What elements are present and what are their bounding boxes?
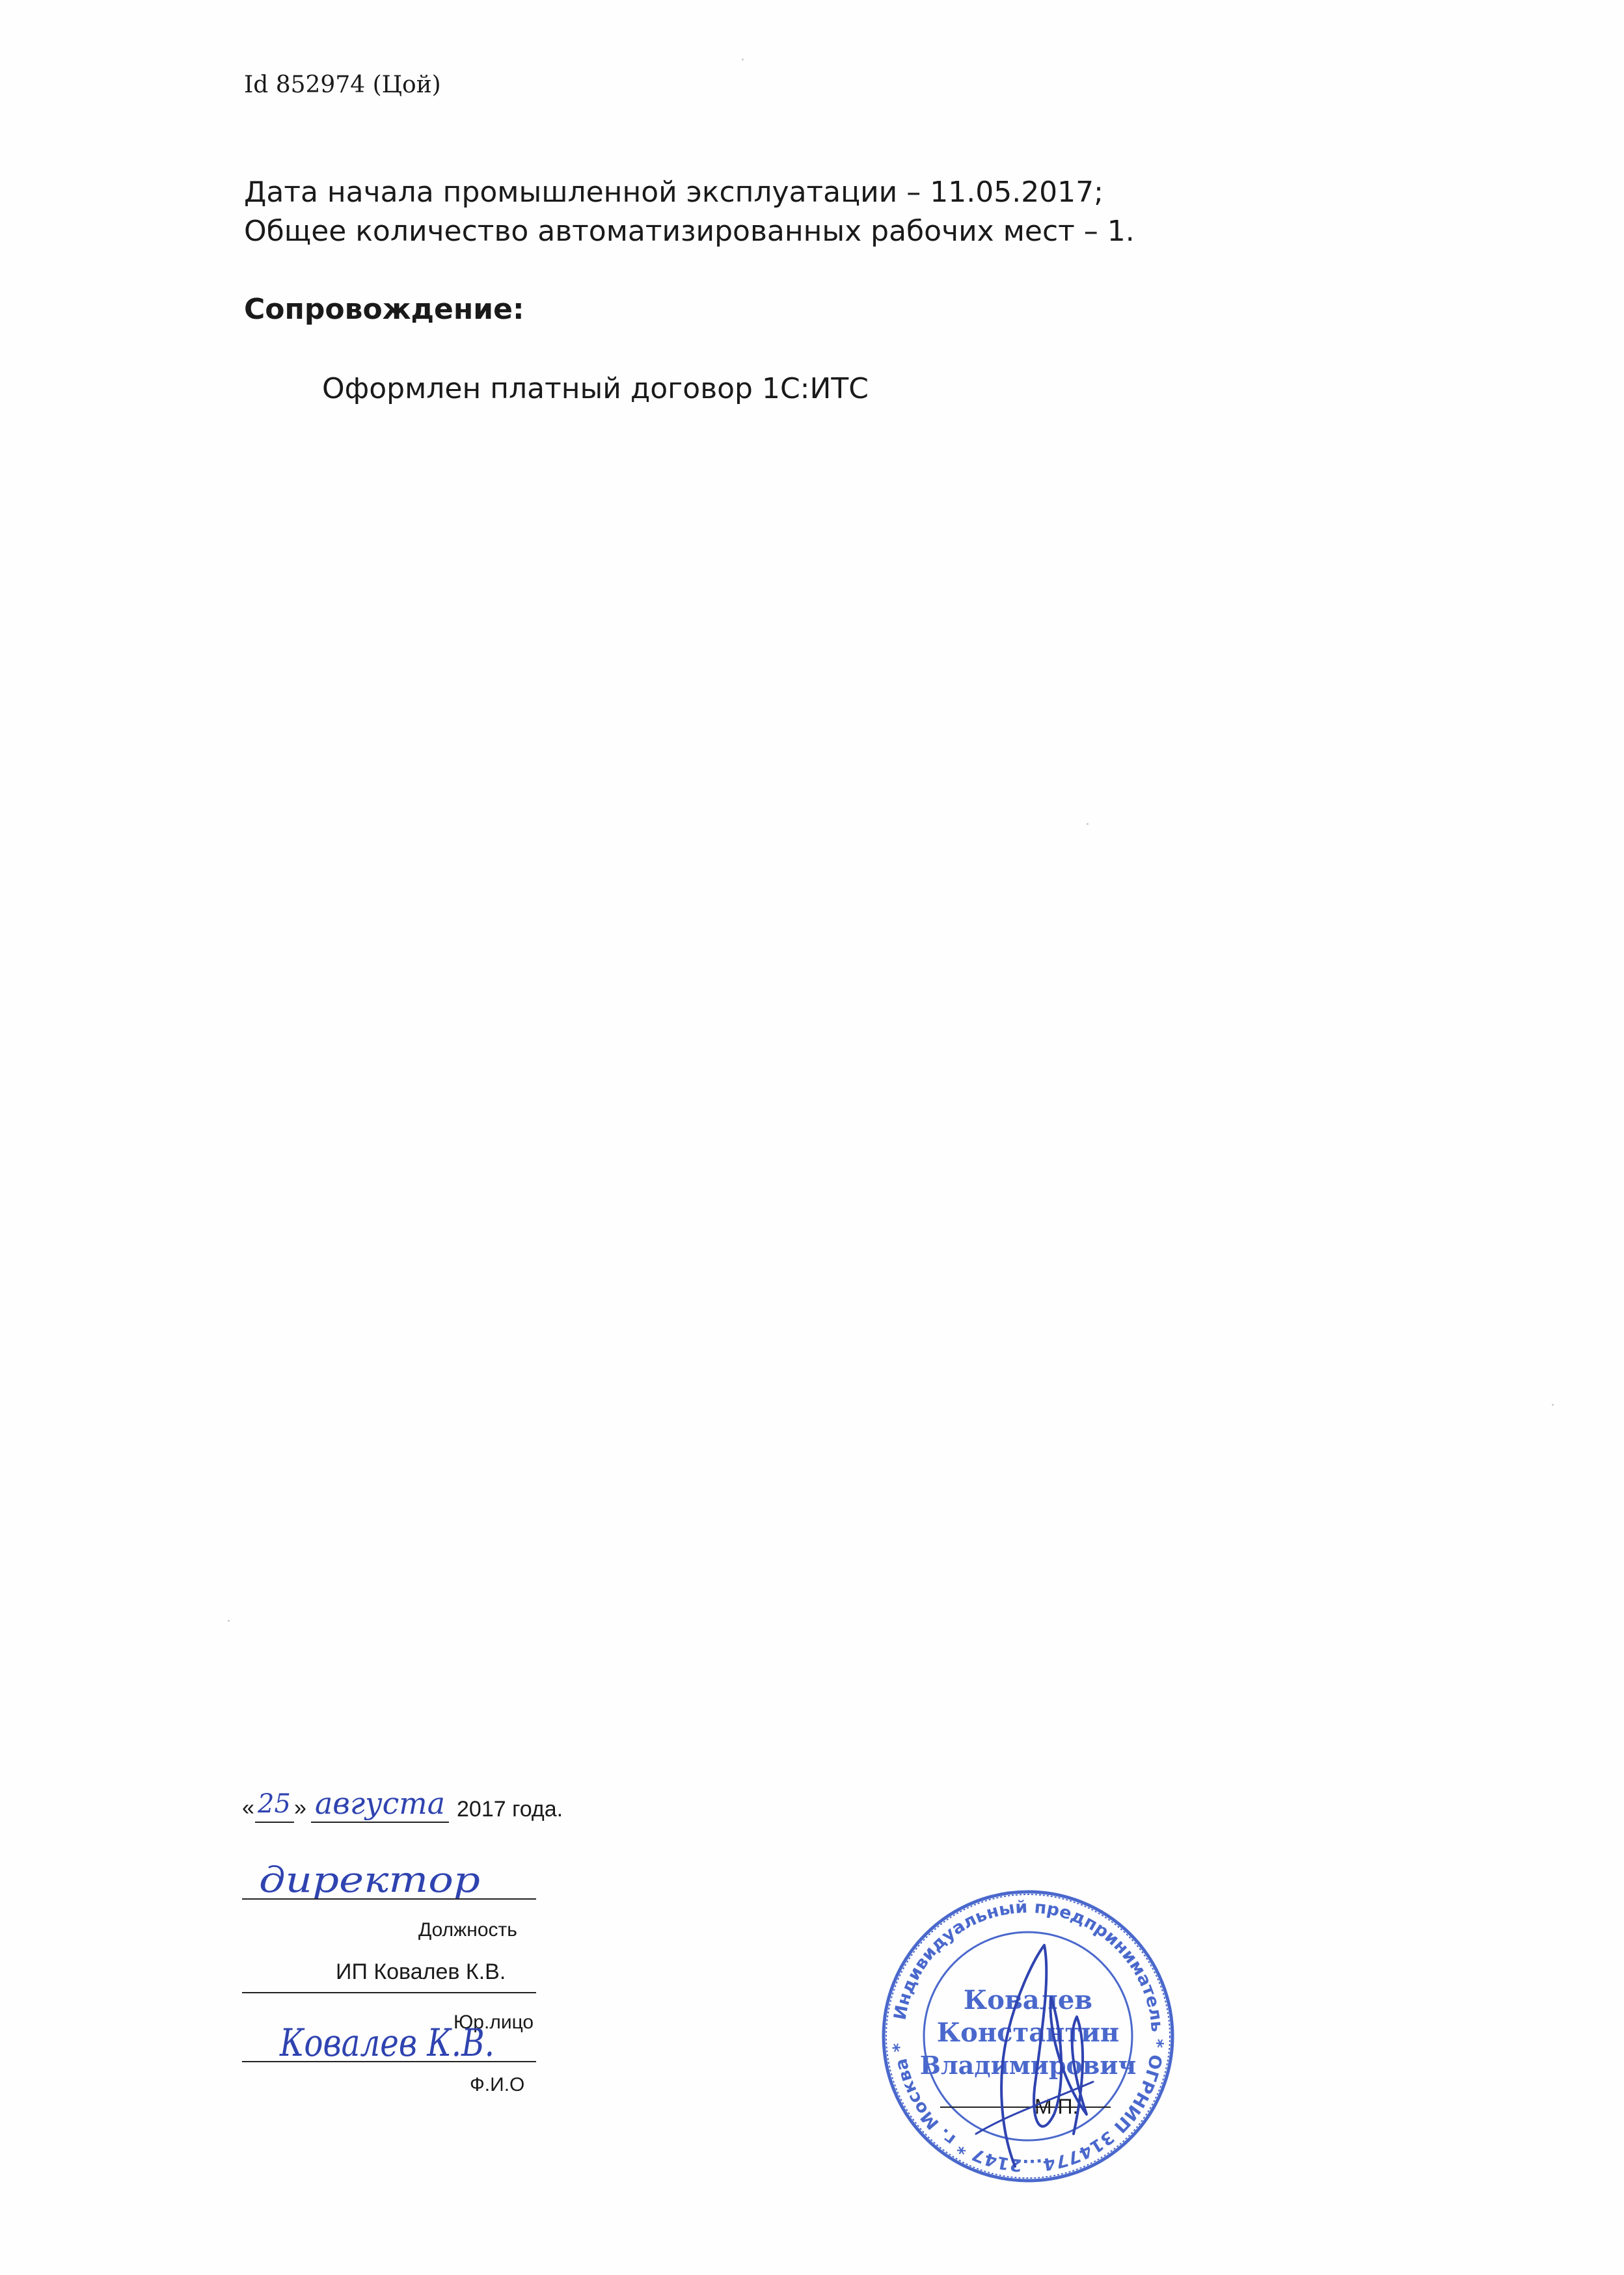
scan-speck [1552, 1404, 1554, 1406]
workstations-count-line: Общее количество автоматизированных рабочих мест – 1. [244, 215, 1135, 248]
svg-text:августа: августа [315, 1786, 445, 1821]
position-caption: Должность [418, 1919, 517, 1941]
handwritten-position [247, 1848, 501, 1906]
handwritten-name [247, 2004, 501, 2069]
scan-speck [1087, 823, 1089, 825]
name-underline [242, 2061, 536, 2062]
entity-underline [242, 1992, 536, 1993]
stamp-name-line2: Константин [936, 2017, 1120, 2048]
support-text: Оформлен платный договор 1С:ИТС [322, 372, 869, 405]
commissioning-date-line: Дата начала промышленной эксплуатации – 11.05.2017; [244, 176, 1103, 209]
svg-text:25: 25 [258, 1789, 291, 1819]
date-quote-open: « [242, 1796, 254, 1820]
svg-text:директор: директор [259, 1859, 480, 1900]
stamp-name-line1: Ковалев [963, 1985, 1093, 2015]
date-day-underline [255, 1822, 294, 1823]
support-heading: Сопровождение: [244, 293, 524, 326]
seal-place-label: М.П. [1035, 2095, 1079, 2118]
entity-name: ИП Ковалев К.В. [336, 1959, 506, 1984]
date-quote-close: » [294, 1796, 306, 1820]
handwritten-day [254, 1783, 299, 1822]
stamp-name-line3: Владимирович [919, 2051, 1137, 2080]
handwritten-signature [937, 1919, 1132, 2179]
entity-caption: Юр.лицо [453, 2012, 534, 2033]
position-underline [242, 1898, 536, 1900]
stamp-ring-text: Индивидуальный предприниматель * ОГРНИП 314774...2147 * г. Москва * [889, 1897, 1167, 2175]
date-year-text: 2017 года. [457, 1797, 563, 1822]
handwritten-month [312, 1776, 455, 1828]
document-id: Id 852974 (Цой) [244, 72, 441, 98]
svg-text:Ковалев К.В.: Ковалев К.В. [279, 2021, 494, 2065]
scan-speck [228, 1620, 230, 1622]
name-caption: Ф.И.О [470, 2074, 525, 2095]
scan-speck [742, 59, 744, 61]
